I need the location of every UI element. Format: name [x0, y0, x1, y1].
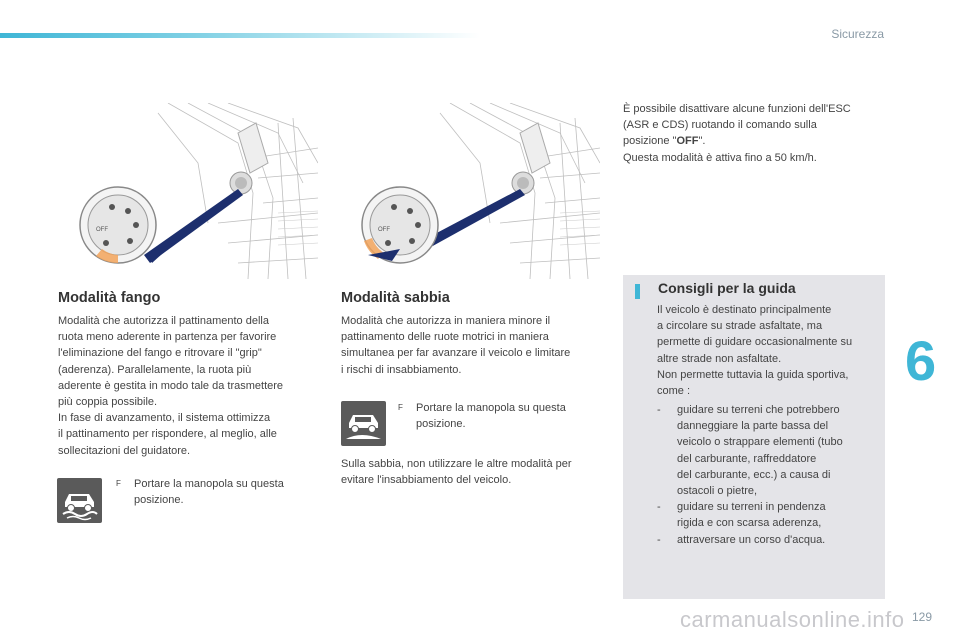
list-item: - attraversare un corso d'acqua.: [657, 533, 826, 546]
tips-accent-bar: [635, 284, 640, 299]
mud-mode-icon: [57, 478, 102, 523]
page-number: 129: [912, 610, 933, 624]
list-item: - guidare su terreni in pendenza rigida e con scarsa aderenza,: [657, 501, 826, 530]
tips-title: Consigli per la guida: [658, 280, 796, 296]
bullet-marker-1: F: [116, 479, 121, 488]
mud-mode-instruction: F Portare la manopola su questa posizione.: [116, 478, 284, 506]
watermark: carmanualsonline.info: [680, 607, 905, 632]
illustration-sand-mode: [360, 103, 600, 279]
driving-tips-box: [623, 275, 885, 599]
knob-off-label: OFF: [96, 227, 108, 233]
tips-list: [657, 402, 879, 548]
sand-mode-title: Modalità sabbia: [341, 290, 450, 306]
mud-mode-description: Modalità che autorizza il pattinamento della ruota meno aderente in partenza per favorire l'eliminazione del fango e ritrovare il "grip" (aderenza). Parallelamente, la ruota più aderente è gestita in modo tale da trasmettere più coppia possibile. In fase di avanzamento, il sistema ottimizza il pattinamento per rispondere, al meglio, alle sollecitazioni del guidatore.: [58, 315, 284, 457]
bullet-marker-2: F: [398, 403, 403, 412]
tips-intro: Il veicolo è destinato principalmente a circolare su strade asfaltate, ma permette di guidare occasionalmente su altre strade non asfaltate. Non permette tuttavia la guida sportiva, come :: [657, 304, 853, 398]
sand-mode-instruction: F Portare la manopola su questa posizione.: [398, 402, 566, 430]
sand-mode-icon: [341, 401, 386, 446]
illustration-mud-mode: [78, 103, 318, 279]
list-item: - guidare su terreni che potrebbero danneggiare la parte bassa del veicolo o strappare elementi (tubo del carburante, raffreddatore del carburante, ecc.) a causa di ostacoli o pietre,: [657, 404, 843, 498]
knob-off-label-2: OFF: [378, 227, 390, 233]
mud-mode-title: Modalità fango: [58, 290, 161, 306]
esc-off-description: È possibile disattivare alcune funzioni dell'ESC (ASR e CDS) ruotando il comando sulla posizione "OFF". Questa modalità è attiva fino a 50 km/h.: [623, 103, 851, 164]
sand-mode-note: Sulla sabbia, non utilizzare le altre modalità per evitare l'insabbiamento del veicolo.: [341, 458, 572, 487]
sand-mode-description: Modalità che autorizza in maniera minore il pattinamento delle ruote motrici in maniera simultanea per far avanzare il veicolo e limitare i rischi di insabbiamento.: [341, 315, 571, 376]
chapter-number: 6: [905, 329, 937, 392]
header-accent-bar: [0, 33, 480, 38]
section-title: Sicurezza: [831, 27, 884, 41]
off-position-label: OFF: [676, 135, 699, 148]
